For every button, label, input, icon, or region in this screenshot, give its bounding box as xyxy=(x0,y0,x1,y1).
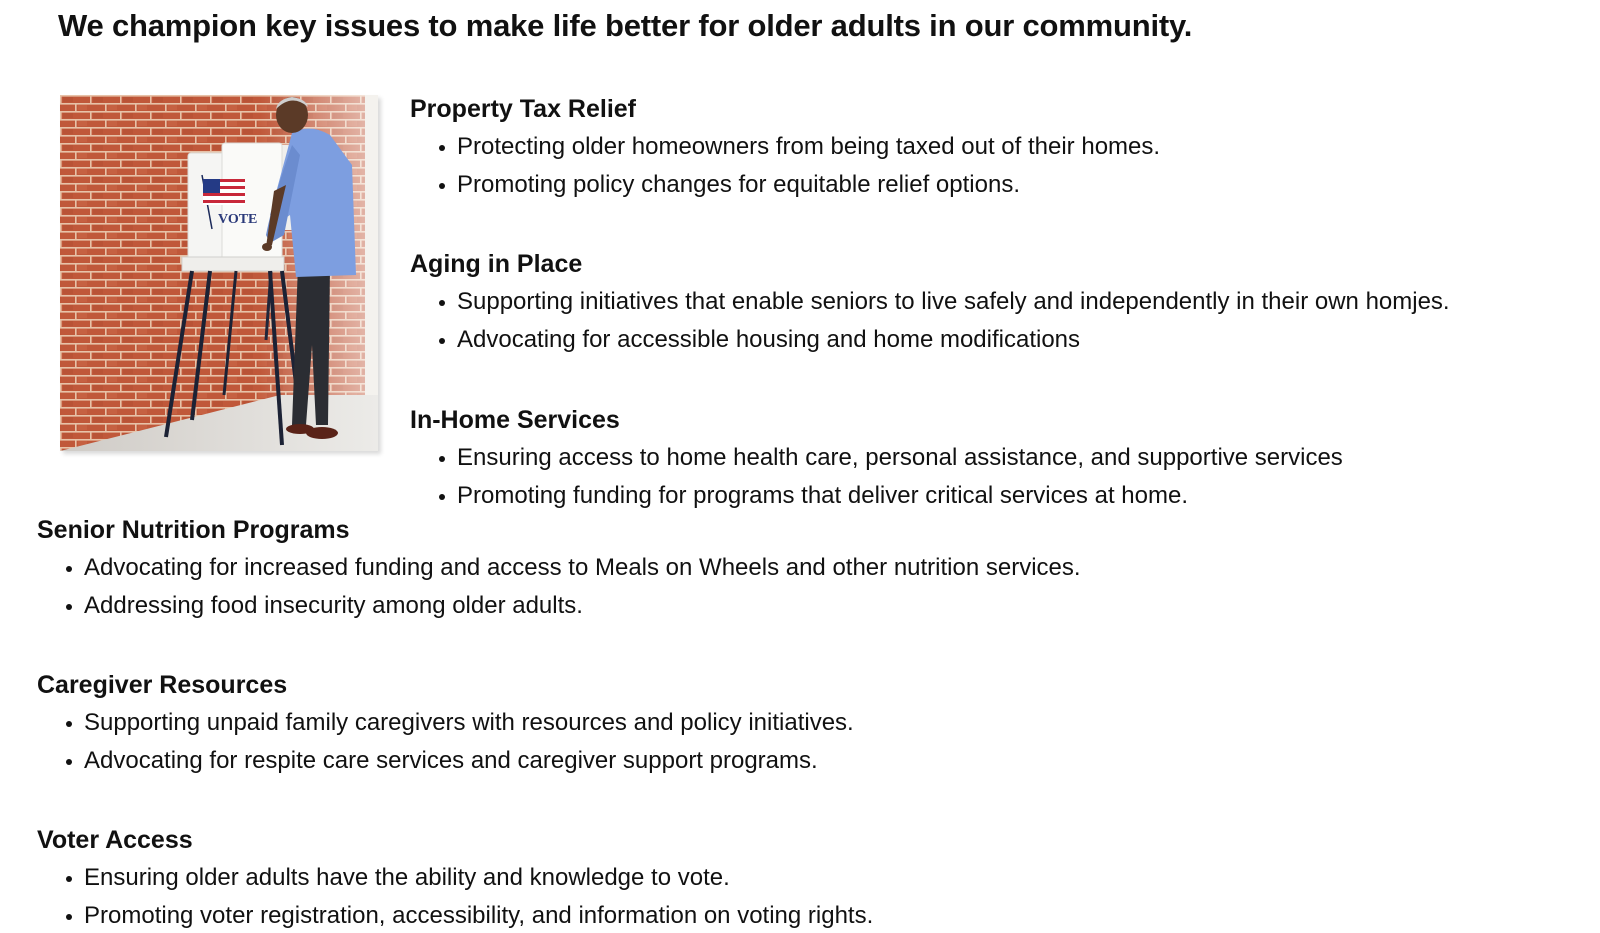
section-heading: Aging in Place xyxy=(410,250,583,278)
list-item: Ensuring access to home health care, personal assistance, and supportive services xyxy=(410,443,1343,473)
list-item: Advocating for respite care services and caregiver support programs. xyxy=(37,746,854,776)
page-title: We champion key issues to make life better for older adults in our community. xyxy=(58,8,1193,43)
section-property-tax-relief xyxy=(410,94,1160,200)
list-item: Advocating for accessible housing and home modifications xyxy=(410,325,1450,355)
list-item: Advocating for increased funding and access to Meals on Wheels and other nutrition services. xyxy=(37,553,1081,583)
list-item: Promoting policy changes for equitable relief options. xyxy=(410,170,1160,200)
section-caregiver-resources xyxy=(37,670,854,776)
bullet-list xyxy=(410,443,1343,511)
bullet-list xyxy=(37,553,1081,621)
bullet-list xyxy=(37,863,873,931)
section-in-home-services xyxy=(410,405,1343,511)
voting-booth-photo xyxy=(60,95,378,451)
vote-sign-text: VOTE xyxy=(218,212,258,227)
list-item: Ensuring older adults have the ability and knowledge to vote. xyxy=(37,863,873,893)
list-item: Supporting initiatives that enable seniors to live safely and independently in their own homjes. xyxy=(410,287,1450,317)
bullet-list xyxy=(37,708,854,776)
list-item: Promoting funding for programs that deliver critical services at home. xyxy=(410,481,1343,511)
list-item: Protecting older homeowners from being taxed out of their homes. xyxy=(410,132,1160,162)
list-item: Supporting unpaid family caregivers with resources and policy initiatives. xyxy=(37,708,854,738)
section-heading: Voter Access xyxy=(37,826,193,854)
section-heading: Senior Nutrition Programs xyxy=(37,516,350,544)
list-item: Addressing food insecurity among older adults. xyxy=(37,591,1081,621)
section-senior-nutrition-programs xyxy=(37,515,1081,621)
list-item: Promoting voter registration, accessibility, and information on voting rights. xyxy=(37,901,873,931)
section-heading: Property Tax Relief xyxy=(410,95,637,123)
section-heading: In-Home Services xyxy=(410,406,620,434)
bullet-list xyxy=(410,287,1450,355)
section-voter-access xyxy=(37,825,873,931)
bullet-list xyxy=(410,132,1160,200)
section-heading: Caregiver Resources xyxy=(37,671,288,699)
section-aging-in-place xyxy=(410,249,1450,355)
